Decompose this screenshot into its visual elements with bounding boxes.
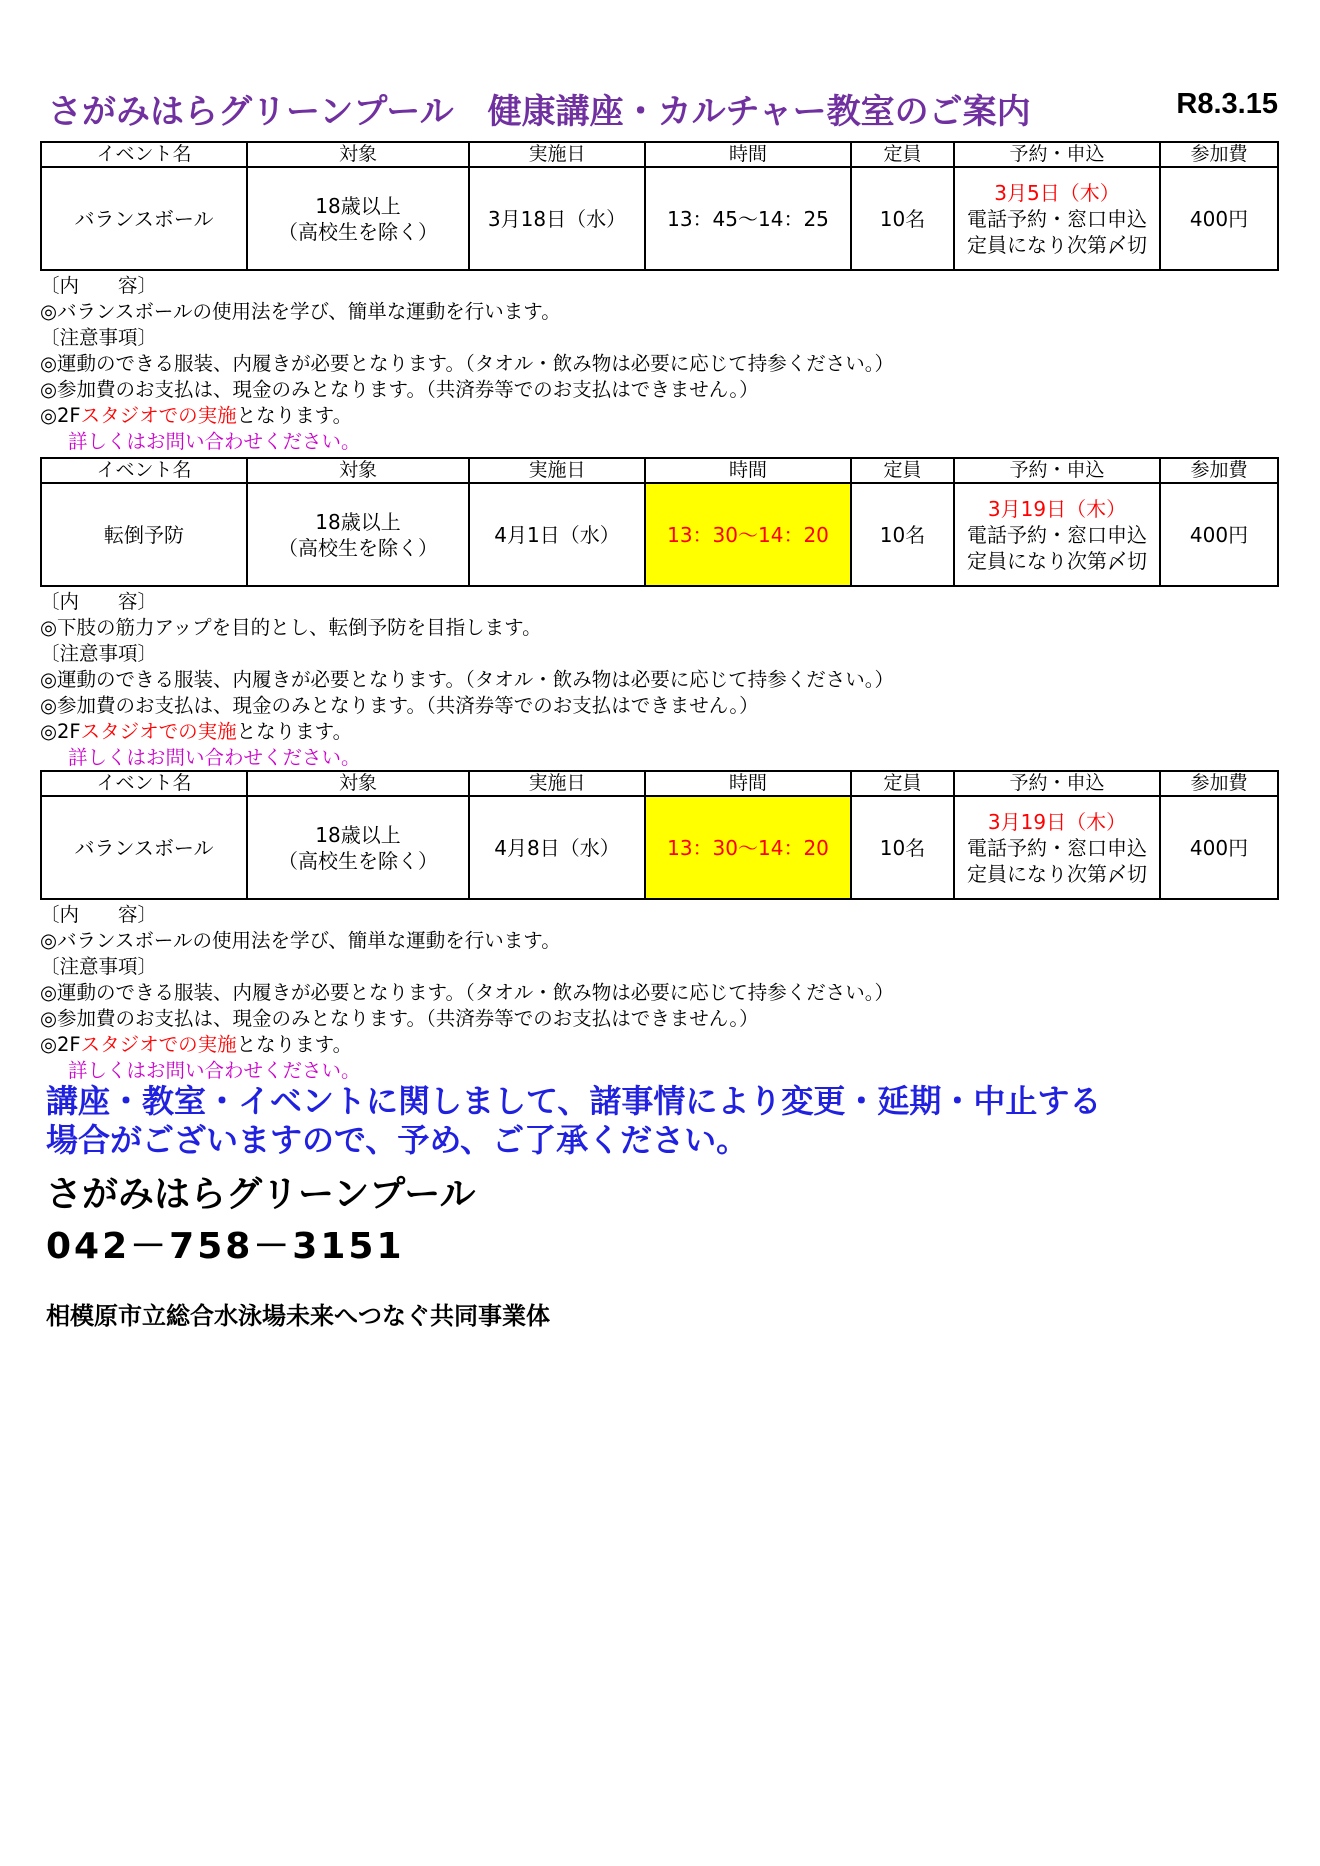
location-suffix: となります。 [236,404,353,427]
event-section-3 [40,770,1277,1084]
header-capacity: 定員 [851,458,954,483]
content-label: 〔内 容〕 [40,590,158,613]
event-section-1 [40,141,1277,455]
caution-payment: ◎参加費のお支払は、現金のみとなります。（共済券等でのお支払はできません。） [40,378,759,401]
event-time-highlighted: 13：30～14：20 [645,483,851,586]
content-label: 〔内 容〕 [40,274,158,297]
footer-section [46,1082,1276,1331]
location-suffix: となります。 [236,720,353,743]
caution-location [40,403,1277,429]
caution-clothing: ◎運動のできる服装、内履きが必要となります。（タオル・飲み物は必要に応じて持参ください。） [40,352,894,375]
event-name: バランスボール [41,796,247,899]
header-date: 実施日 [469,142,645,167]
event-capacity: 10名 [851,796,954,899]
disclaimer [46,1082,1276,1160]
header-fee: 参加費 [1160,142,1278,167]
event-fee: 400円 [1160,796,1278,899]
target-line: 18歳以上 [315,193,401,218]
reservation-date: 3月19日（木） [987,496,1127,521]
content-text: ◎下肢の筋力アップを目的とし、転倒予防を目指します。 [40,616,542,639]
event-capacity: 10名 [851,483,954,586]
table-header-row [41,142,1278,167]
header-event-name: イベント名 [41,771,247,796]
table-row [41,483,1278,586]
event-fee: 400円 [1160,483,1278,586]
title-text: さがみはらグリーンプール 健康講座・カルチャー教室のご案内 [48,92,1031,132]
caution-payment: ◎参加費のお支払は、現金のみとなります。（共済券等でのお支払はできません。） [40,1007,759,1030]
event-table [40,770,1279,900]
reservation-date: 3月5日（木） [994,180,1120,205]
reservation-method: 電話予約・窓口申込 [967,835,1147,860]
event-fee: 400円 [1160,167,1278,270]
header-reservation: 予約・申込 [954,458,1160,483]
event-reservation [954,167,1160,270]
caution-clothing: ◎運動のできる服装、内履きが必要となります。（タオル・飲み物は必要に応じて持参ください。） [40,981,894,1004]
cautions-label: 〔注意事項〕 [40,642,158,665]
header-time: 時間 [645,458,851,483]
table-header-row [41,458,1278,483]
header-event-name: イベント名 [41,142,247,167]
caution-payment: ◎参加費のお支払は、現金のみとなります。（共済券等でのお支払はできません。） [40,694,759,717]
organization-name: さがみはらグリーンプール [46,1174,476,1215]
location-floor: ◎2F [40,1033,81,1056]
event-target [247,796,469,899]
content-label: 〔内 容〕 [40,903,158,926]
header-capacity: 定員 [851,771,954,796]
page-title [48,84,1278,130]
issue-date: R8.3.15 [1176,88,1278,120]
content-text: ◎バランスボールの使用法を学び、簡単な運動を行います。 [40,300,561,323]
event-time: 13：45～14：25 [645,167,851,270]
reservation-deadline: 定員になり次第〆切 [967,232,1147,257]
header-fee: 参加費 [1160,771,1278,796]
event-time-highlighted: 13：30～14：20 [645,796,851,899]
location-studio: スタジオでの実施 [80,720,237,743]
event-reservation [954,483,1160,586]
event-name: 転倒予防 [41,483,247,586]
target-note: （高校生を除く） [278,848,438,873]
header-fee: 参加費 [1160,458,1278,483]
reservation-method: 電話予約・窓口申込 [967,206,1147,231]
location-floor: ◎2F [40,404,81,427]
table-row [41,167,1278,270]
reservation-deadline: 定員になり次第〆切 [967,548,1147,573]
event-notes [40,589,1277,771]
cautions-label: 〔注意事項〕 [40,326,158,349]
phone-number: 042－758－3151 [46,1226,405,1267]
header-reservation: 予約・申込 [954,771,1160,796]
header-target: 対象 [247,771,469,796]
header-reservation: 予約・申込 [954,142,1160,167]
header-target: 対象 [247,458,469,483]
event-notes [40,902,1277,1084]
target-note: （高校生を除く） [278,535,438,560]
caution-clothing: ◎運動のできる服装、内履きが必要となります。（タオル・飲み物は必要に応じて持参ください。） [40,668,894,691]
content-text: ◎バランスボールの使用法を学び、簡単な運動を行います。 [40,929,561,952]
event-section-2 [40,457,1277,771]
header-date: 実施日 [469,458,645,483]
reservation-date: 3月19日（木） [987,809,1127,834]
inquiry-text: 詳しくはお問い合わせください。 [68,430,361,453]
inquiry-text: 詳しくはお問い合わせください。 [68,1059,361,1082]
disclaimer-line: 場合がございますので、予め、ご了承ください。 [46,1121,749,1159]
table-row [41,796,1278,899]
target-line: 18歳以上 [315,822,401,847]
location-floor: ◎2F [40,720,81,743]
event-table [40,457,1279,587]
event-target [247,483,469,586]
header-capacity: 定員 [851,142,954,167]
location-suffix: となります。 [236,1033,353,1056]
table-header-row [41,771,1278,796]
reservation-deadline: 定員になり次第〆切 [967,861,1147,886]
event-table [40,141,1279,271]
event-name: バランスボール [41,167,247,270]
location-studio: スタジオでの実施 [80,404,237,427]
disclaimer-line: 講座・教室・イベントに関しまして、諸事情により変更・延期・中止する [46,1082,1102,1120]
reservation-method: 電話予約・窓口申込 [967,522,1147,547]
event-notes [40,273,1277,455]
event-capacity: 10名 [851,167,954,270]
header-date: 実施日 [469,771,645,796]
caution-location [40,719,1277,745]
inquiry-text: 詳しくはお問い合わせください。 [68,746,361,769]
header-target: 対象 [247,142,469,167]
location-studio: スタジオでの実施 [80,1033,237,1056]
cautions-label: 〔注意事項〕 [40,955,158,978]
event-reservation [954,796,1160,899]
event-date: 3月18日（水） [469,167,645,270]
operator-name: 相模原市立総合水泳場未来へつなぐ共同事業体 [46,1302,550,1330]
header-time: 時間 [645,142,851,167]
caution-location [40,1032,1277,1058]
event-date: 4月1日（水） [469,483,645,586]
header-event-name: イベント名 [41,458,247,483]
event-target [247,167,469,270]
event-date: 4月8日（水） [469,796,645,899]
target-line: 18歳以上 [315,509,401,534]
target-note: （高校生を除く） [278,219,438,244]
header-time: 時間 [645,771,851,796]
